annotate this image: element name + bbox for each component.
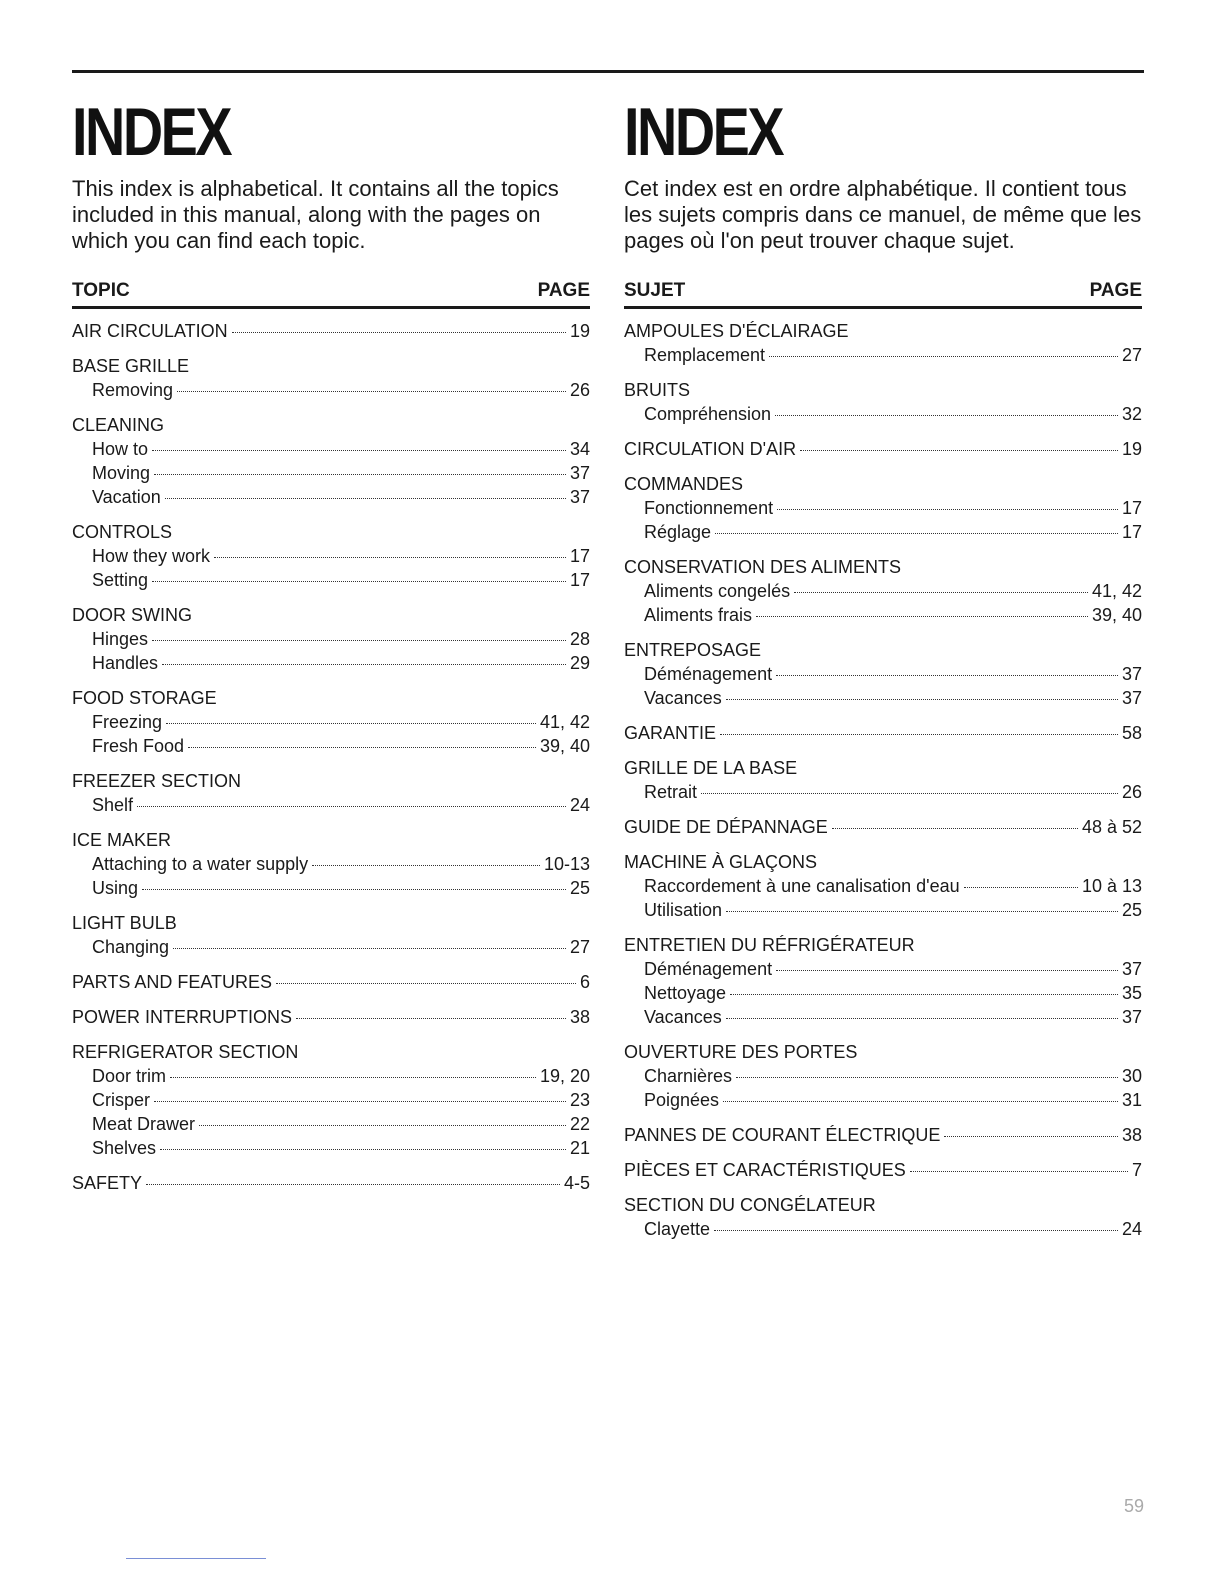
index-entry xyxy=(72,520,590,592)
entry-page: 39, 40 xyxy=(1091,605,1142,625)
entry-label: Using xyxy=(92,878,139,898)
dot-leader xyxy=(776,970,1118,971)
entry-label: Déménagement xyxy=(644,664,773,684)
entry-label: Freezing xyxy=(92,712,163,732)
entry-page: 19 xyxy=(569,321,590,341)
index-subentry xyxy=(72,734,590,758)
dot-leader xyxy=(188,747,536,748)
entry-label: GUIDE DE DÉPANNAGE xyxy=(624,817,828,837)
entry-label: Fresh Food xyxy=(92,736,185,756)
english-header-page: PAGE xyxy=(537,280,590,301)
index-subentry xyxy=(624,1005,1142,1029)
entry-label: AIR CIRCULATION xyxy=(72,321,228,341)
entry-label: Hinges xyxy=(92,629,149,649)
english-column xyxy=(72,94,590,1206)
index-entry xyxy=(624,721,1142,745)
dot-leader xyxy=(173,948,566,949)
index-entry xyxy=(624,850,1142,922)
entry-label: Compréhension xyxy=(644,404,772,424)
entry-label: Attaching to a water supply xyxy=(92,854,309,874)
index-heading: COMMANDES xyxy=(624,474,744,494)
entry-label: Handles xyxy=(92,653,159,673)
index-entry xyxy=(72,354,590,402)
index-subentry xyxy=(624,780,1142,804)
entry-page: 6 xyxy=(579,972,590,992)
index-entry xyxy=(72,319,590,343)
entry-label: Nettoyage xyxy=(644,983,727,1003)
french-header-page: PAGE xyxy=(1089,280,1142,301)
entry-label: PARTS AND FEATURES xyxy=(72,972,273,992)
dot-leader xyxy=(146,1184,560,1185)
entry-page: 37 xyxy=(1121,959,1142,979)
dot-leader xyxy=(726,1018,1118,1019)
dot-leader xyxy=(723,1101,1118,1102)
index-entry xyxy=(624,555,1142,627)
dot-leader xyxy=(214,557,566,558)
entry-label: Door trim xyxy=(92,1066,167,1086)
entry-label: Remplacement xyxy=(644,345,766,365)
entry-label: How to xyxy=(92,439,149,459)
dot-leader xyxy=(165,498,566,499)
entry-page: 58 xyxy=(1121,723,1142,743)
dot-leader xyxy=(166,723,536,724)
index-entry-row xyxy=(72,1005,590,1029)
entry-page: 37 xyxy=(1121,664,1142,684)
index-heading: BRUITS xyxy=(624,380,691,400)
dot-leader xyxy=(232,332,566,333)
index-subentry xyxy=(72,461,590,485)
entry-page: 17 xyxy=(1121,522,1142,542)
index-entry xyxy=(624,756,1142,804)
index-entry xyxy=(624,933,1142,1029)
index-entry xyxy=(72,686,590,758)
dot-leader xyxy=(776,675,1118,676)
index-subentry xyxy=(624,1064,1142,1088)
entry-page: 37 xyxy=(1121,1007,1142,1027)
index-heading: CONTROLS xyxy=(72,522,173,542)
index-heading: DOOR SWING xyxy=(72,605,192,625)
dot-leader xyxy=(199,1125,566,1126)
index-entry xyxy=(624,1123,1142,1147)
index-subentry xyxy=(624,898,1142,922)
index-subentry xyxy=(624,496,1142,520)
dot-leader xyxy=(726,911,1118,912)
dot-leader xyxy=(170,1077,536,1078)
entry-page: 32 xyxy=(1121,404,1142,424)
dot-leader xyxy=(154,1101,566,1102)
french-title: INDEX xyxy=(624,94,783,170)
index-entry xyxy=(624,1158,1142,1182)
entry-page: 38 xyxy=(569,1007,590,1027)
dot-leader xyxy=(715,533,1118,534)
dot-leader xyxy=(152,640,566,641)
index-heading: AMPOULES D'ÉCLAIRAGE xyxy=(624,321,849,341)
entry-label: Shelves xyxy=(92,1138,157,1158)
index-entry xyxy=(624,815,1142,839)
entry-page: 10-13 xyxy=(543,854,590,874)
index-heading: OUVERTURE DES PORTES xyxy=(624,1042,858,1062)
dot-leader xyxy=(137,806,566,807)
french-header-topic: SUJET xyxy=(624,280,686,301)
dot-leader xyxy=(154,474,566,475)
dot-leader xyxy=(714,1230,1118,1231)
entry-label: Shelf xyxy=(92,795,134,815)
index-subentry xyxy=(72,627,590,651)
dot-leader xyxy=(701,793,1118,794)
index-subentry xyxy=(624,957,1142,981)
index-subentry xyxy=(72,710,590,734)
dot-leader xyxy=(944,1136,1118,1137)
entry-label: Charnières xyxy=(644,1066,733,1086)
dot-leader xyxy=(800,450,1118,451)
entry-label: Meat Drawer xyxy=(92,1114,196,1134)
index-heading: BASE GRILLE xyxy=(72,356,190,376)
index-entry xyxy=(624,1040,1142,1112)
index-subentry xyxy=(72,485,590,509)
index-subentry xyxy=(624,981,1142,1005)
index-subentry xyxy=(624,579,1142,603)
entry-page: 19 xyxy=(1121,439,1142,459)
index-entry xyxy=(72,1005,590,1029)
dot-leader xyxy=(769,356,1118,357)
index-entry xyxy=(624,1193,1142,1241)
dot-leader xyxy=(832,828,1078,829)
french-index-header xyxy=(624,280,1142,309)
dot-leader xyxy=(296,1018,566,1019)
index-entry-row xyxy=(72,1171,590,1195)
entry-page: 25 xyxy=(1121,900,1142,920)
entry-page: 27 xyxy=(569,937,590,957)
entry-page: 4-5 xyxy=(563,1173,590,1193)
english-index-header xyxy=(72,280,590,309)
index-entry-row xyxy=(72,970,590,994)
index-subentry xyxy=(624,1217,1142,1241)
index-entry xyxy=(72,970,590,994)
index-subentry xyxy=(72,876,590,900)
index-heading: ENTREPOSAGE xyxy=(624,640,762,660)
index-subentry xyxy=(72,1112,590,1136)
dot-leader xyxy=(775,415,1118,416)
index-subentry xyxy=(72,544,590,568)
entry-page: 22 xyxy=(569,1114,590,1134)
dot-leader xyxy=(152,581,566,582)
index-entry xyxy=(72,769,590,817)
english-header-topic: TOPIC xyxy=(72,280,130,301)
english-title: INDEX xyxy=(72,94,231,170)
index-entry xyxy=(72,603,590,675)
entry-page: 24 xyxy=(569,795,590,815)
french-intro: Cet index est en ordre alphabétique. Il contient tous les sujets compris dans ce manuel, de même que les pages où l'on peut trouver chaque sujet. xyxy=(624,176,1142,253)
dot-leader xyxy=(756,616,1088,617)
dot-leader xyxy=(177,391,566,392)
entry-page: 30 xyxy=(1121,1066,1142,1086)
index-subentry xyxy=(624,686,1142,710)
index-entry xyxy=(72,413,590,509)
index-heading: ICE MAKER xyxy=(72,830,172,850)
dot-leader xyxy=(152,450,566,451)
entry-label: CIRCULATION D'AIR xyxy=(624,439,797,459)
entry-page: 25 xyxy=(569,878,590,898)
index-subentry xyxy=(624,874,1142,898)
entry-label: How they work xyxy=(92,546,211,566)
index-entry xyxy=(624,378,1142,426)
index-heading: REFRIGERATOR SECTION xyxy=(72,1042,299,1062)
index-subentry xyxy=(72,1088,590,1112)
entry-label: Aliments frais xyxy=(644,605,753,625)
entry-page: 19, 20 xyxy=(539,1066,590,1086)
entry-page: 48 à 52 xyxy=(1081,817,1142,837)
index-heading: CLEANING xyxy=(72,415,165,435)
entry-page: 28 xyxy=(569,629,590,649)
entry-page: 37 xyxy=(569,487,590,507)
index-subentry xyxy=(72,935,590,959)
entry-page: 35 xyxy=(1121,983,1142,1003)
index-subentry xyxy=(72,1136,590,1160)
entry-page: 7 xyxy=(1131,1160,1142,1180)
index-entry xyxy=(72,1171,590,1195)
index-entry-row xyxy=(624,721,1142,745)
entry-label: Moving xyxy=(92,463,151,483)
entry-label: Réglage xyxy=(644,522,712,542)
entry-page: 39, 40 xyxy=(539,736,590,756)
dot-leader xyxy=(794,592,1088,593)
index-entry-row xyxy=(624,1123,1142,1147)
index-entry xyxy=(624,638,1142,710)
index-subentry xyxy=(624,662,1142,686)
index-subentry xyxy=(72,437,590,461)
entry-page: 34 xyxy=(569,439,590,459)
entry-label: Aliments congelés xyxy=(644,581,791,601)
index-subentry xyxy=(72,793,590,817)
dot-leader xyxy=(730,994,1118,995)
french-index-list xyxy=(624,319,1142,1241)
entry-label: Déménagement xyxy=(644,959,773,979)
entry-page: 27 xyxy=(1121,345,1142,365)
index-heading: CONSERVATION DES ALIMENTS xyxy=(624,557,902,577)
index-subentry xyxy=(72,1064,590,1088)
entry-page: 26 xyxy=(1121,782,1142,802)
entry-label: Clayette xyxy=(644,1219,711,1239)
index-heading: GRILLE DE LA BASE xyxy=(624,758,798,778)
dot-leader xyxy=(312,865,540,866)
page-number: 59 xyxy=(1124,1496,1145,1516)
index-subentry xyxy=(624,402,1142,426)
dot-leader xyxy=(276,983,576,984)
index-heading: LIGHT BULB xyxy=(72,913,177,933)
dot-leader xyxy=(720,734,1118,735)
entry-page: 38 xyxy=(1121,1125,1142,1145)
dot-leader xyxy=(726,699,1118,700)
entry-page: 10 à 13 xyxy=(1081,876,1142,896)
index-heading: FOOD STORAGE xyxy=(72,688,217,708)
entry-label: Fonctionnement xyxy=(644,498,774,518)
index-entry-row xyxy=(624,1158,1142,1182)
entry-label: POWER INTERRUPTIONS xyxy=(72,1007,293,1027)
index-subentry xyxy=(624,343,1142,367)
index-subentry xyxy=(624,603,1142,627)
entry-label: Vacation xyxy=(92,487,161,507)
entry-page: 37 xyxy=(1121,688,1142,708)
french-column xyxy=(624,94,1142,1252)
entry-page: 26 xyxy=(569,380,590,400)
index-heading: SECTION DU CONGÉLATEUR xyxy=(624,1195,876,1215)
index-entry-row xyxy=(72,319,590,343)
entry-label: Removing xyxy=(92,380,174,400)
index-heading: FREEZER SECTION xyxy=(72,771,242,791)
index-heading: ENTRETIEN DU RÉFRIGÉRATEUR xyxy=(624,935,915,955)
index-entry xyxy=(72,828,590,900)
entry-label: Poignées xyxy=(644,1090,720,1110)
entry-label: Utilisation xyxy=(644,900,723,920)
dot-leader xyxy=(160,1149,566,1150)
bottom-link-underline xyxy=(126,1558,266,1559)
entry-page: 17 xyxy=(1121,498,1142,518)
entry-page: 17 xyxy=(569,570,590,590)
index-subentry xyxy=(72,568,590,592)
entry-page: 23 xyxy=(569,1090,590,1110)
index-subentry xyxy=(624,1088,1142,1112)
index-entry xyxy=(624,319,1142,367)
entry-page: 29 xyxy=(569,653,590,673)
dot-leader xyxy=(910,1171,1128,1172)
index-entry xyxy=(72,911,590,959)
index-entry-row xyxy=(624,815,1142,839)
english-intro: This index is alphabetical. It contains all the topics included in this manual, along with the pages on which you can find each topic. xyxy=(72,176,559,253)
dot-leader xyxy=(142,889,566,890)
entry-label: Vacances xyxy=(644,688,722,708)
entry-label: PANNES DE COURANT ÉLECTRIQUE xyxy=(624,1125,941,1145)
dot-leader xyxy=(964,887,1078,888)
entry-label: PIÈCES ET CARACTÉRISTIQUES xyxy=(624,1160,906,1180)
entry-page: 41, 42 xyxy=(1091,581,1142,601)
entry-page: 41, 42 xyxy=(539,712,590,732)
index-entry xyxy=(624,437,1142,461)
index-subentry xyxy=(72,651,590,675)
top-rule xyxy=(72,70,1144,73)
index-entry xyxy=(624,472,1142,544)
index-heading: MACHINE À GLAÇONS xyxy=(624,852,818,872)
entry-label: Raccordement à une canalisation d'eau xyxy=(644,876,960,896)
dot-leader xyxy=(162,664,566,665)
index-subentry xyxy=(72,378,590,402)
entry-label: Crisper xyxy=(92,1090,151,1110)
entry-page: 31 xyxy=(1121,1090,1142,1110)
index-entry xyxy=(72,1040,590,1160)
entry-page: 37 xyxy=(569,463,590,483)
english-index-list xyxy=(72,319,590,1195)
entry-label: SAFETY xyxy=(72,1173,143,1193)
index-subentry xyxy=(624,520,1142,544)
entry-page: 17 xyxy=(569,546,590,566)
entry-label: GARANTIE xyxy=(624,723,717,743)
index-subentry xyxy=(72,852,590,876)
entry-label: Changing xyxy=(92,937,170,957)
dot-leader xyxy=(736,1077,1118,1078)
entry-label: Vacances xyxy=(644,1007,722,1027)
entry-page: 24 xyxy=(1121,1219,1142,1239)
index-entry-row xyxy=(624,437,1142,461)
dot-leader xyxy=(777,509,1118,510)
entry-label: Setting xyxy=(92,570,149,590)
entry-label: Retrait xyxy=(644,782,698,802)
entry-page: 21 xyxy=(569,1138,590,1158)
